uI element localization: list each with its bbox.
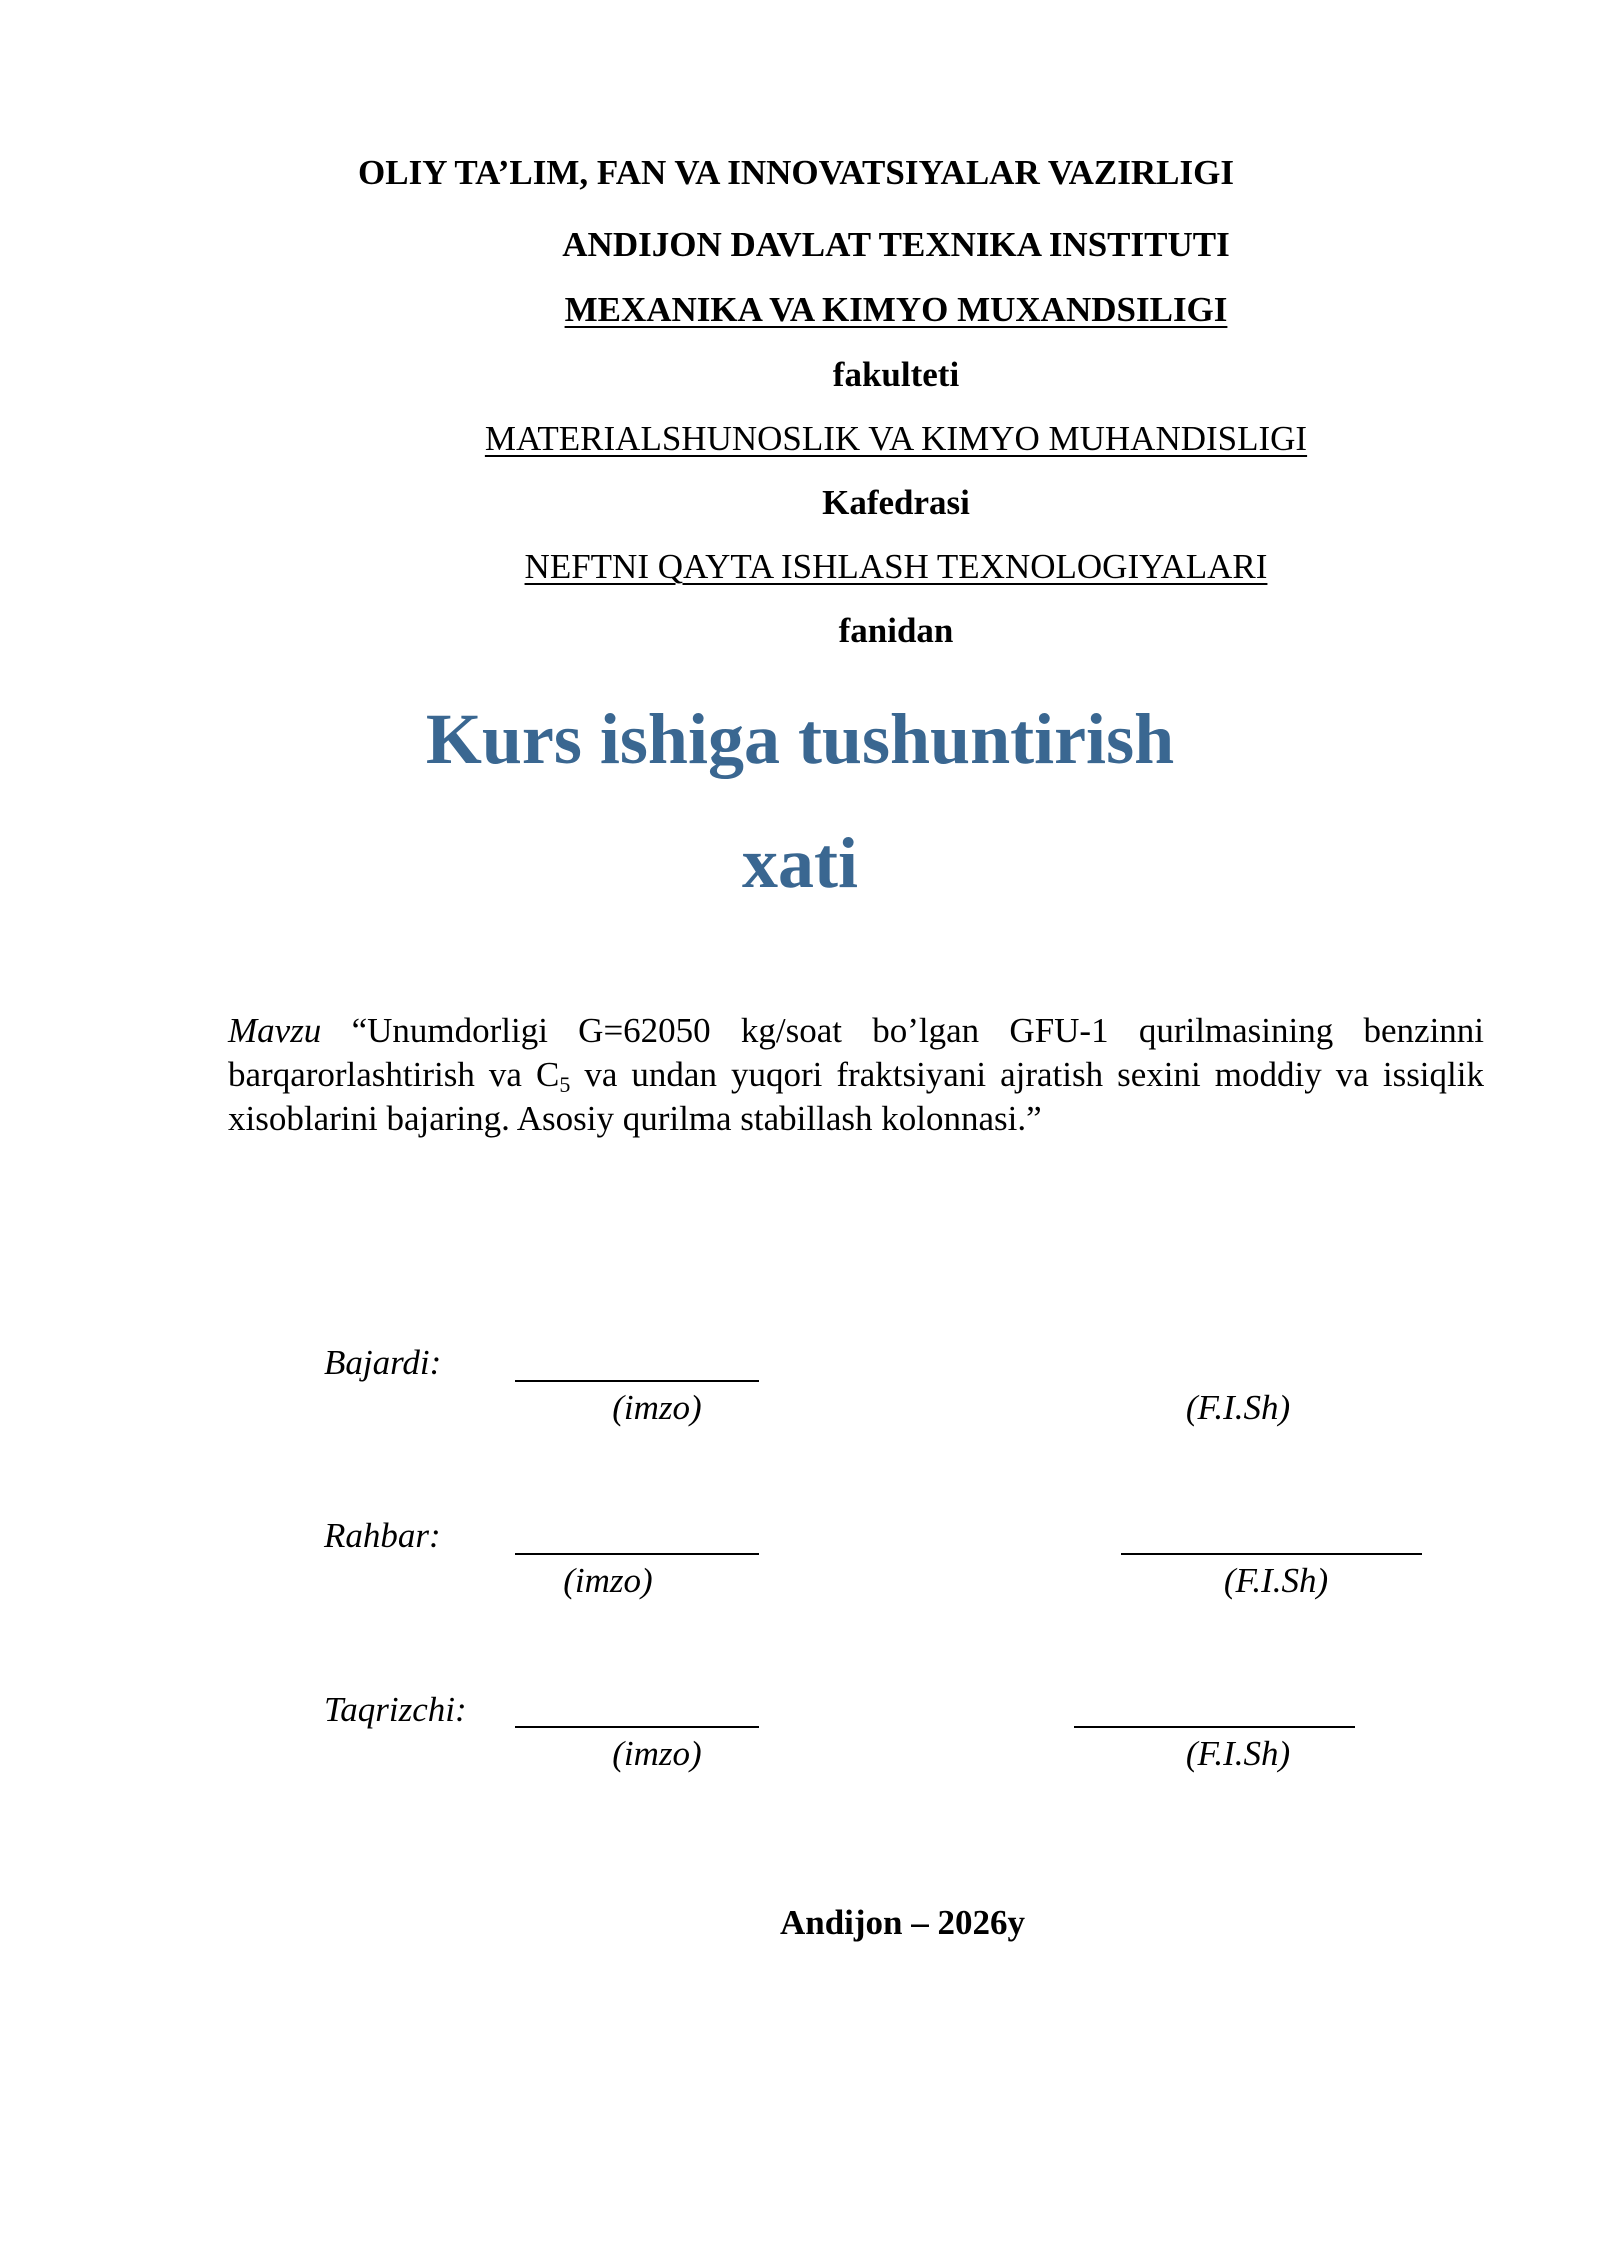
name-line-taqrizchi (1074, 1726, 1355, 1728)
signature-line-rahbar (515, 1553, 759, 1555)
department-name-text: MATERIALSHUNOSLIK VA KIMYO MUHANDISLIGI (484, 419, 1308, 458)
signature-caption-rahbar: (imzo) (563, 1561, 653, 1600)
topic-paragraph (228, 1009, 1484, 1141)
signature-role-taqrizchi: Taqrizchi: (324, 1690, 467, 1729)
topic-label: Mavzu (228, 1011, 322, 1050)
subject-name (96, 547, 1600, 587)
signature-role-rahbar: Rahbar: (324, 1516, 441, 1555)
topic-subscript: 5 (559, 1072, 571, 1097)
institute-heading: ANDIJON DAVLAT TEXNIKA INSTITUTI (562, 225, 1230, 264)
subject-word: fanidan (838, 611, 954, 650)
department-word: Kafedrasi (822, 483, 970, 522)
faculty-name (96, 290, 1600, 330)
name-caption-bajardi: (F.I.Sh) (1185, 1388, 1291, 1427)
name-caption-rahbar: (F.I.Sh) (1223, 1561, 1329, 1600)
name-line-rahbar (1121, 1553, 1422, 1555)
faculty-name-text: MEXANIKA VA KIMYO MUXANDSILIGI (564, 290, 1228, 329)
signature-caption-taqrizchi: (imzo) (612, 1734, 702, 1773)
signature-caption-bajardi: (imzo) (612, 1388, 702, 1427)
document-title-line1: Kurs ishiga tushuntirish (425, 699, 1175, 779)
ministry-heading: OLIY TA’LIM, FAN VA INNOVATSIYALAR VAZIRLIGI (358, 153, 1234, 192)
department-name (96, 419, 1600, 459)
subject-name-text: NEFTNI QAYTA ISHLASH TEXNOLOGIYALARI (524, 547, 1268, 586)
signature-line-taqrizchi (515, 1726, 759, 1728)
signature-role-bajardi: Bajardi: (324, 1343, 442, 1382)
name-caption-taqrizchi: (F.I.Sh) (1185, 1734, 1291, 1773)
faculty-word: fakulteti (832, 355, 960, 394)
document-title-line2: xati (742, 823, 858, 903)
signature-line-bajardi (515, 1380, 759, 1382)
topic-text-part2: va undan yuqori fraktsiyani ajratish sexini moddiy va issiqlik xisoblarini bajaring. Asosiy qurilma stabillash kolonnasi.” (228, 1055, 1484, 1138)
place-year-footer: Andijon – 2026y (779, 1903, 1026, 1942)
topic-text-part1: “Unumdorligi G=62050 kg/soat bo’lgan GFU-1 qurilmasining benzinni barqarorlashtirish va C (228, 1011, 1485, 1094)
